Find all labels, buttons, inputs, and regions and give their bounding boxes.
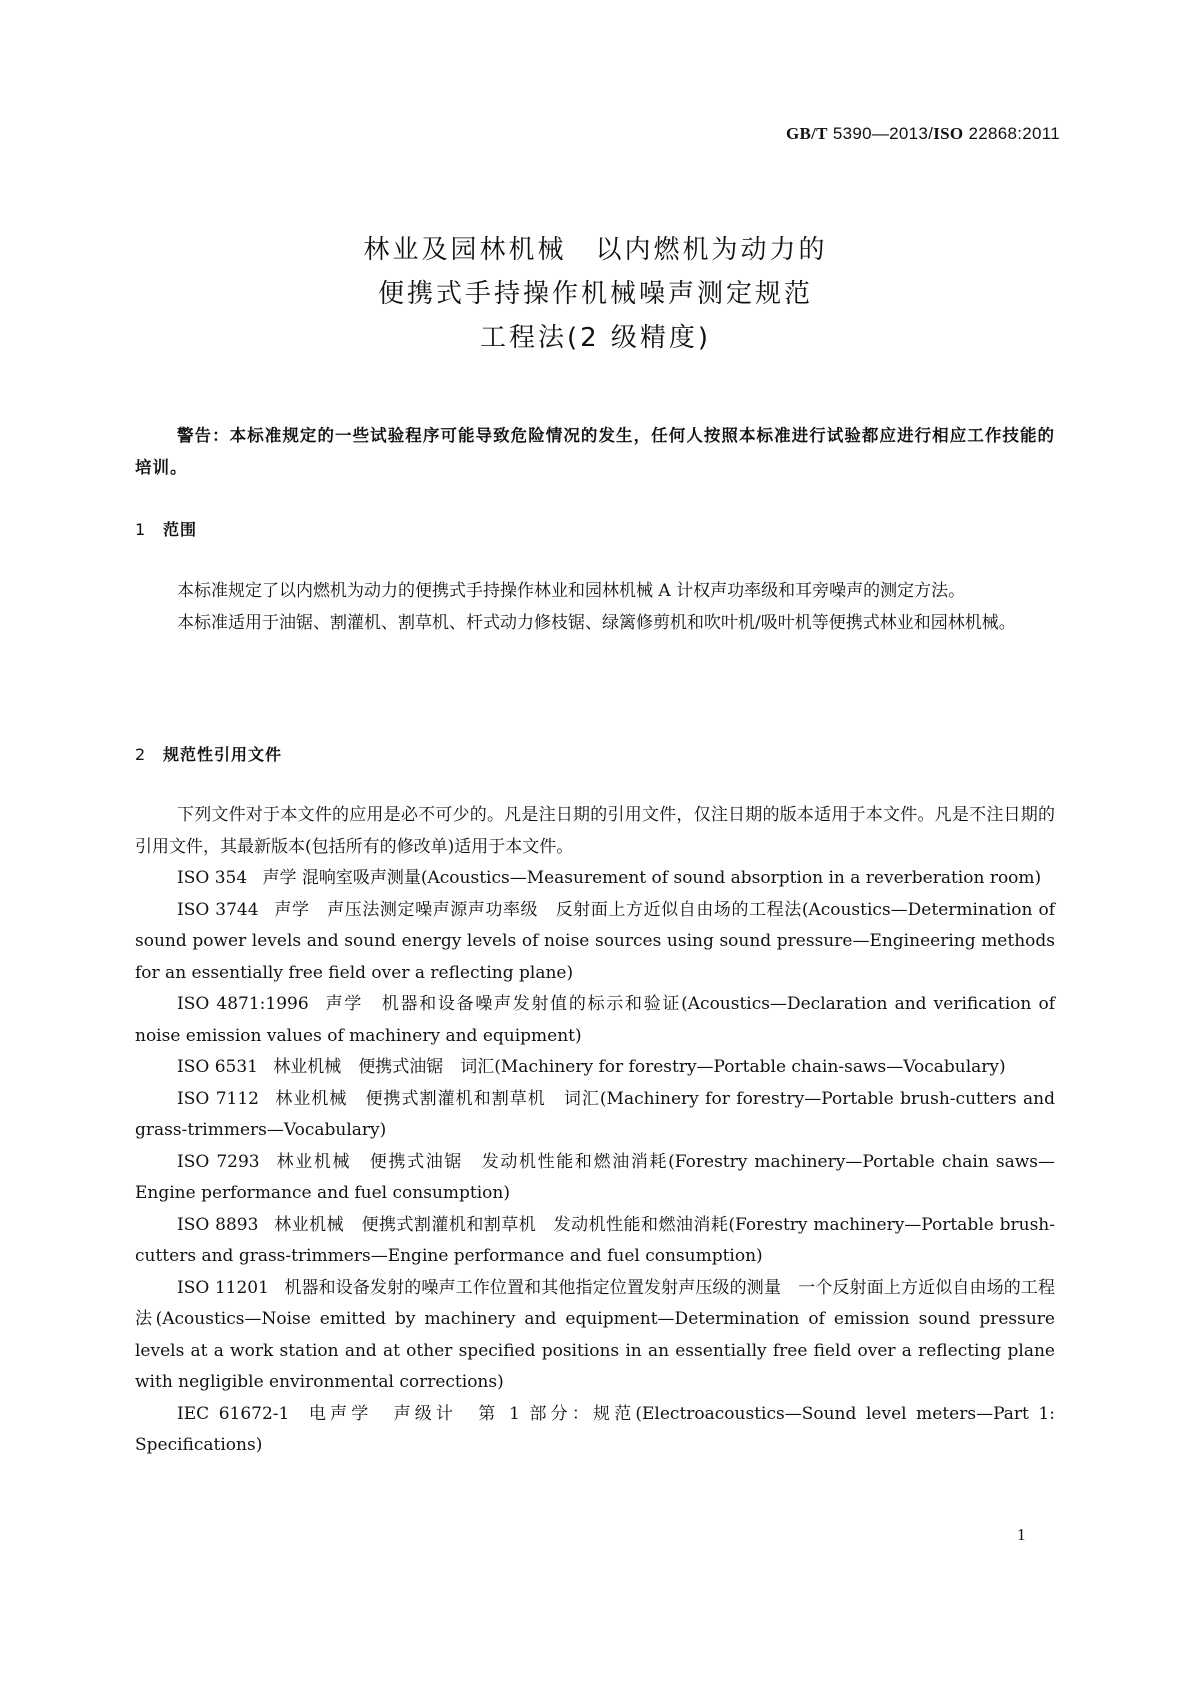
references-section-body <box>135 800 1055 1462</box>
section-heading-scope <box>135 517 197 540</box>
reference-item <box>135 1084 1055 1147</box>
paragraph: 本标准规定了以内燃机为动力的便携式手持操作林业和园林机械 A 计权声功率级和耳旁噪声的测定方法。 <box>177 581 966 601</box>
standard-body: 5390—2013/ <box>827 124 934 143</box>
reference-item <box>135 1052 1055 1084</box>
reference-text: 电声学 声级计 第 1 部分：规范(Electroacoustics—Sound level meters—Part 1: Specifications) <box>135 1403 1055 1455</box>
title-line-3: 工程法(2 级精度) <box>479 323 712 353</box>
reference-code: ISO 11201 <box>177 1277 269 1298</box>
warning-notice: 警告：本标准规定的一些试验程序可能导致危险情况的发生，任何人按照本标准进行试验都应进行相应工作技能的培训。 <box>135 426 1055 477</box>
standard-suffix: 22868:2011 <box>963 124 1060 143</box>
reference-code: ISO 3744 <box>177 899 259 920</box>
title-line-2: 便携式手持操作机械噪声测定规范 <box>377 279 813 309</box>
reference-text: 声学 混响室吸声测量(Acoustics—Measurement of sound absorption in a reverberation room) <box>262 868 1042 888</box>
reference-code: ISO 354 <box>177 868 248 888</box>
reference-code: ISO 7112 <box>177 1088 259 1109</box>
reference-code: ISO 7293 <box>177 1151 260 1172</box>
reference-text: 声学 机器和设备噪声发射值的标示和验证(Acoustics—Declaration and verification of noise emission values of machinery and equipment) <box>135 994 1055 1046</box>
page-number: 1 <box>1017 1525 1026 1544</box>
reference-text: 林业机械 便携式割灌机和割草机 发动机性能和燃油消耗(Forestry machinery—Portable brush-cutters and grass-trimmers—Engine performance and fuel consumption) <box>135 1214 1055 1266</box>
scope-section-body <box>135 576 1055 639</box>
reference-code: ISO 8893 <box>177 1214 259 1235</box>
reference-text: 林业机械 便携式割灌机和割草机 词汇(Machinery for forestry—Portable brush-cutters and grass-trimmers—Vocabulary) <box>135 1088 1055 1140</box>
reference-code: ISO 6531 <box>177 1057 258 1077</box>
reference-code: ISO 4871:1996 <box>177 994 309 1014</box>
reference-item <box>135 863 1055 895</box>
paragraph: 本标准适用于油锯、割灌机、割草机、杆式动力修枝锯、绿篱修剪机和吹叶机/吸叶机等便携式林业和园林机械。 <box>177 612 1016 633</box>
reference-text: 林业机械 便携式油锯 发动机性能和燃油消耗(Forestry machinery—Portable chain saws—Engine performance and fuel consumption) <box>135 1151 1056 1203</box>
reference-item <box>135 1210 1055 1273</box>
reference-item <box>135 1399 1055 1462</box>
section-title: 范围 <box>163 520 198 539</box>
reference-item <box>135 1147 1055 1210</box>
title-line-1: 林业及园林机械 以内燃机为动力的 <box>363 235 828 265</box>
references-intro: 下列文件对于本文件的应用是必不可少的。凡是注日期的引用文件，仅注日期的版本适用于本文件。凡是不注日期的引用文件，其最新版本(包括所有的修改单)适用于本文件。 <box>135 805 1055 857</box>
reference-text: 声学 声压法测定噪声源声功率级 反射面上方近似自由场的工程法(Acoustics—Determination of sound power levels and sound energy levels of noise sources using sound pressure—Engineering methods for an essentially free field over a reflecting plane) <box>135 899 1055 983</box>
standard-iso: ISO <box>933 124 964 143</box>
standard-prefix: GB/T <box>786 124 828 143</box>
reference-item <box>135 895 1055 990</box>
document-title <box>0 228 1191 360</box>
section-number: 2 <box>135 745 147 764</box>
standard-number <box>786 124 1060 144</box>
section-heading-normative-references <box>135 742 282 765</box>
section-title: 规范性引用文件 <box>163 745 283 764</box>
reference-code: IEC 61672-1 <box>177 1403 290 1424</box>
reference-item <box>135 1273 1055 1399</box>
section-number: 1 <box>135 520 147 539</box>
reference-text: 机器和设备发射的噪声工作位置和其他指定位置发射声压级的测量 一个反射面上方近似自由场的工程法(Acoustics—Noise emitted by machinery and equipment—Determination of emission sound pressure levels at a work station and at other specified positions in an essentially free field over a reflecting plane with negligible environmental corrections) <box>135 1277 1055 1392</box>
reference-text: 林业机械 便携式油锯 词汇(Machinery for forestry—Portable chain-saws—Vocabulary) <box>273 1057 1006 1077</box>
reference-item <box>135 989 1055 1052</box>
